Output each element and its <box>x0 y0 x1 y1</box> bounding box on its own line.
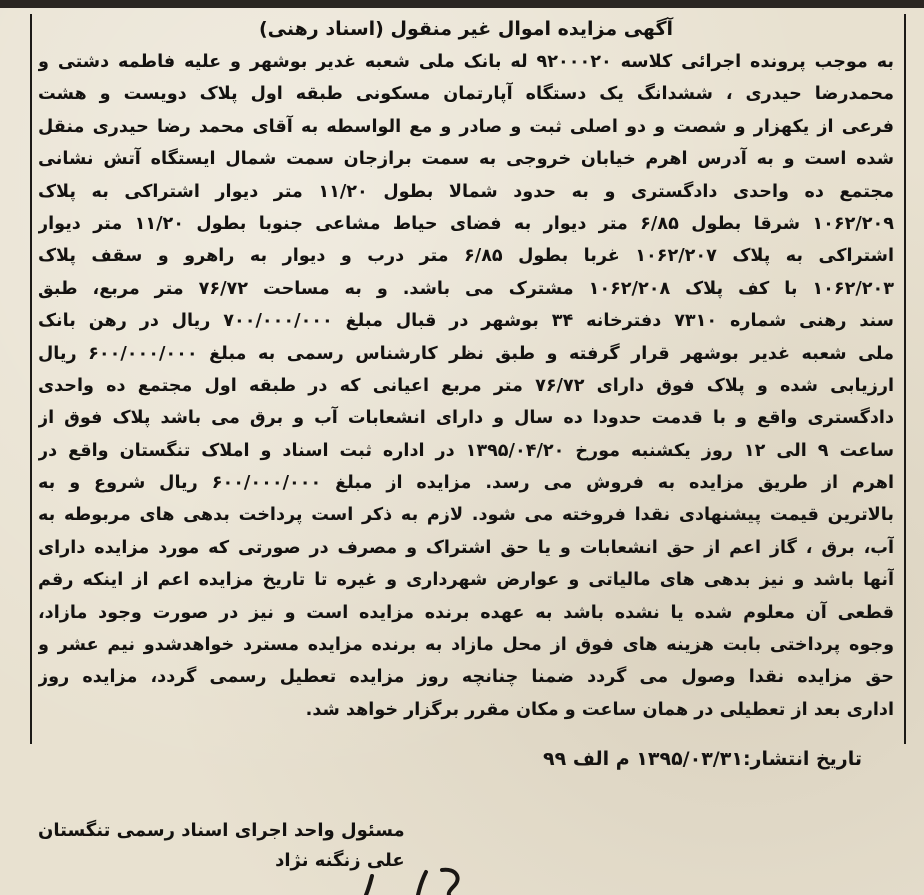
notice-body-line: قطعی آن معلوم شده یا نشده باشد به عهده برنده مزایده است و نیز در صورت وجود مازاد، <box>38 602 894 623</box>
notice-body-line: ۱۰۶۲/۲۰۳ با کف پلاک ۱۰۶۲/۲۰۸ مشترک می باشد. و به مساحت ۷۶/۷۲ متر مربع، طبق <box>38 278 894 299</box>
top-border-strip <box>0 0 924 8</box>
signature-title: مسئول واحد اجرای اسناد رسمی تنگستان <box>38 820 405 841</box>
notice-body-line: آب، برق ، گاز اعم از حق انشعابات و یا حق اشتراک و مصرف در صورتی که مورد مزایده دارای <box>38 537 894 558</box>
notice-body-line: بالاترین قیمت پیشنهادی نقدا فروخته می شود. لازم به ذکر است پرداخت بدهی های مربوطه به <box>38 505 894 526</box>
notice-body-line: دادگستری واقع و با قدمت حدودا ده سال و دارای انشعابات آب و برق می باشد پلاک فوق از <box>38 408 894 429</box>
notice-body <box>38 46 894 726</box>
notice-body-line: شده است و به آدرس اهرم خیابان خروجی به سمت برازجان سمت شمال ایستگاه آتش نشانی <box>38 149 894 170</box>
notice-body-line: اشتراکی به پلاک ۱۰۶۲/۲۰۷ غربا بطول ۶/۸۵ متر درب و دیوار به راهرو و سقف پلاک <box>38 246 894 267</box>
notice-body-line: فرعی از یکهزار و شصت و دو اصلی ثبت و صادر و مع الواسطه به آقای محمد رضا حیدری منقل <box>38 116 894 137</box>
notice-body-line: اداری بعد از تعطیلی در همان ساعت و مکان مقرر برگزار خواهد شد. <box>305 699 894 720</box>
notice-body-line: ملی شعبه غدیر بوشهر قرار گرفته و طبق نظر کارشناس رسمی به مبلغ ۶۰۰/۰۰۰/۰۰۰ ریال <box>38 343 894 364</box>
notice-title: آگهی مزایده اموال غیر منقول (اسناد رهنی) <box>258 18 674 40</box>
signature-name: علی زنگنه نژاد <box>275 850 405 871</box>
notice-body-line: سند رهنی شماره ۷۳۱۰ دفترخانه ۳۴ بوشهر در قبال مبلغ ۷۰۰/۰۰۰/۰۰۰ ریال در رهن بانک <box>38 311 894 332</box>
notice-body-line: وجوه پرداختی بابت هزینه های فوق از محل مازاد به برنده مزایده مسترد خواهدشدو نیم عشر و <box>38 635 894 656</box>
notice-body-line: محمدرضا حیدری ، ششدانگ یک دستگاه آپارتمان مسکونی طبقه اول پلاک دویست و هشت <box>38 84 894 105</box>
notice-body-line: آنها باشد و نیز بدهی های مالیاتی و عوارض شهرداری و غیره تا تاریخ مزایده اعم از اینکه رقم <box>38 570 894 591</box>
notice-body-line: به موجب پرونده اجرائی کلاسه ۹۲۰۰۰۲۰ له بانک ملی شعبه غدیر بوشهر و علیه فاطمه دشتی و <box>38 52 894 72</box>
notice-body-line: مجتمع ده واحدی دادگستری و به حدود شمالا بطول ۱۱/۲۰ متر دیوار اشتراکی به پلاک <box>38 181 894 202</box>
notice-body-line: حق مزایده نقدا وصول می گردد ضمنا چنانچه روز مزایده تعطیل رسمی گردد، مزایده روز <box>38 667 894 688</box>
notice-body-line: اهرم از طریق مزایده به فروش می رسد. مزایده از مبلغ ۶۰۰/۰۰۰/۰۰۰ ریال شروع و به <box>38 473 894 494</box>
cropped-ink-marks <box>330 866 490 895</box>
notice-body-line: ۱۰۶۲/۲۰۹ شرقا بطول ۶/۸۵ متر دیوار به فضای حیاط مشاعی جنوبا بطول ۱۱/۲۰ متر دیوار <box>38 213 894 234</box>
notice-body-line: ارزیابی شده و پلاک فوق دارای ۷۶/۷۲ متر مربع اعیانی که در طبقه اول مجتمع ده واحدی <box>38 375 894 396</box>
publication-date: تاریخ انتشار:۱۳۹۵/۰۳/۳۱ م الف ۹۹ <box>543 748 862 770</box>
notice-body-line: ساعت ۹ الی ۱۲ روز یکشنبه مورخ ۱۳۹۵/۰۴/۲۰ در اداره ثبت اسناد و املاک تنگستان واقع در <box>38 440 894 461</box>
